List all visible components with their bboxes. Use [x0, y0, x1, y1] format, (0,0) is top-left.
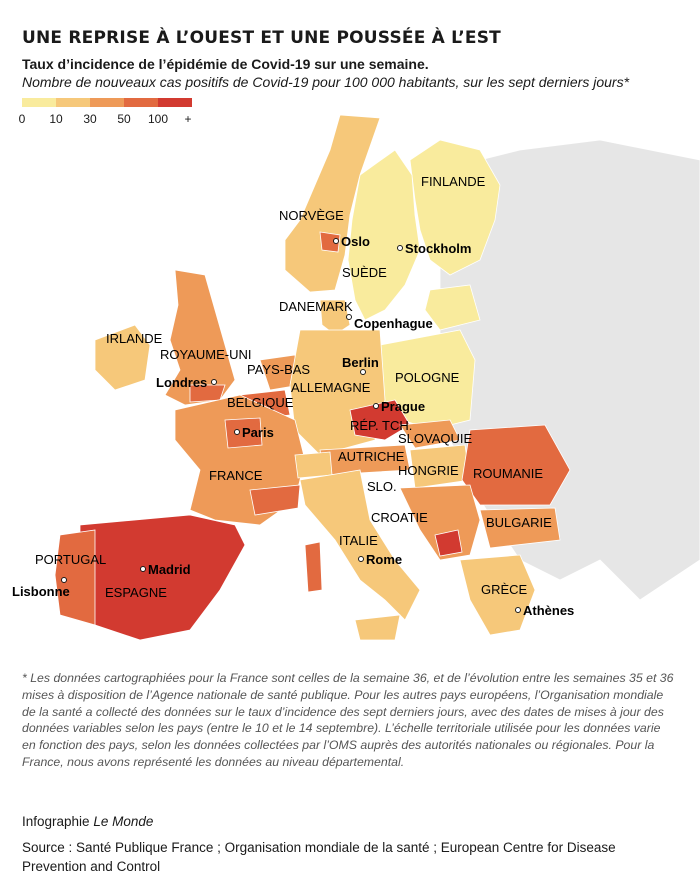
label-portugal: PORTUGAL — [35, 552, 107, 567]
label-hongrie: HONGRIE — [398, 463, 459, 478]
city-label: Londres — [156, 375, 208, 390]
city-marker — [212, 380, 217, 385]
legend-bin-50-100 — [124, 98, 158, 107]
city-athenes — [516, 603, 575, 618]
label-belgique: BELGIQUE — [227, 395, 294, 410]
city-marker — [398, 246, 403, 251]
city-rome — [359, 552, 403, 567]
city-marker — [62, 578, 67, 583]
credit-prefix: Infographie — [22, 814, 94, 829]
city-marker — [359, 557, 364, 562]
legend-tick: + — [184, 112, 192, 126]
source: Source : Santé Publique France ; Organisation mondiale de la santé ; European Centre for Disease Prevention and Control — [22, 840, 616, 874]
europe-incidence-map — [0, 110, 700, 660]
legend-bin-0-10 — [22, 98, 56, 107]
region-portugal — [55, 530, 95, 625]
label-allemagne: ALLEMAGNE — [291, 380, 371, 395]
city-label: Lisbonne — [12, 584, 70, 599]
region-montenegro — [435, 530, 462, 556]
label-autriche: AUTRICHE — [338, 449, 405, 464]
legend-tick: 30 — [83, 112, 97, 126]
region-sardinia — [305, 542, 322, 592]
city-stockholm — [398, 241, 472, 256]
legend-tick: 0 — [18, 112, 26, 126]
label-slo: SLO. — [367, 479, 397, 494]
city-lisbonne — [12, 578, 70, 600]
city-label: Oslo — [341, 234, 370, 249]
map-subtitle-detail: Nombre de nouveaux cas positifs de Covid-19 pour 100 000 habitants, sur les sept derniers jours* — [22, 74, 630, 90]
label-finlande: FINLANDE — [421, 174, 486, 189]
label-france: FRANCE — [209, 468, 263, 483]
credit-brand: Le Monde — [93, 814, 154, 829]
label-pays-bas: PAYS-BAS — [247, 362, 311, 377]
label-grece: GRÈCE — [481, 582, 528, 597]
city-label: Stockholm — [405, 241, 472, 256]
legend-bin-100-plus — [158, 98, 192, 107]
footnote: * Les données cartographiées pour la France sont celles de la semaine 36, et de l’évolution entre les semaines 35 et 36 mises à disposition de l’Agence nationale de santé publique. Pour les autres pays européens, l’Organisation mondiale de la santé a collecté des données sur le taux d’incidence des sept derniers jours, avec des dates de mises à jour des données variables selon les pays (entre le 10 et le 14 septembre). L’échelle territoriale utilisée pour les données varie en fonction des pays, selon les données collectées par l’OMS auprès des autorités nationales ou régionales. Pour la France, nous avons représenté les données au niveau départemental. — [22, 671, 674, 769]
city-marker — [361, 370, 366, 375]
region-sicily — [355, 615, 400, 640]
legend-bin-10-30 — [56, 98, 90, 107]
label-rep-tch: RÉP. TCH. — [350, 418, 413, 433]
city-marker — [374, 404, 379, 409]
city-prague — [374, 399, 426, 414]
label-irlande: IRLANDE — [106, 331, 163, 346]
label-bulgarie: BULGARIE — [486, 515, 552, 530]
city-marker — [235, 430, 240, 435]
region-switzerland — [295, 452, 332, 478]
city-label: Madrid — [148, 562, 191, 577]
label-italie: ITALIE — [339, 533, 378, 548]
city-marker — [347, 315, 352, 320]
legend-tick: 10 — [49, 112, 63, 126]
map-subtitle: Taux d’incidence de l’épidémie de Covid-19 sur une semaine. — [22, 56, 429, 72]
city-label: Paris — [242, 425, 274, 440]
city-marker — [334, 239, 339, 244]
label-norvege: NORVÈGE — [279, 208, 344, 223]
legend-tick: 50 — [117, 112, 131, 126]
credit — [22, 814, 153, 829]
city-label: Athènes — [523, 603, 575, 618]
label-royaume-uni: ROYAUME-UNI — [160, 347, 252, 362]
city-label: Prague — [381, 399, 426, 414]
city-copenhague — [347, 315, 433, 332]
city-label: Rome — [366, 552, 403, 567]
region-france-hotspot-south — [250, 485, 300, 515]
label-slovaquie: SLOVAQUIE — [398, 431, 473, 446]
city-label: Copenhague — [354, 316, 433, 331]
label-croatie: CROATIE — [371, 510, 428, 525]
label-espagne: ESPAGNE — [105, 585, 167, 600]
city-marker — [516, 608, 521, 613]
map-title: UNE REPRISE À L’OUEST ET UNE POUSSÉE À L’EST — [22, 28, 501, 48]
label-suede: SUÈDE — [342, 265, 387, 280]
legend-tick: 100 — [147, 112, 169, 126]
legend-bin-30-50 — [90, 98, 124, 107]
city-label: Berlin — [342, 355, 379, 370]
label-pologne: POLOGNE — [395, 370, 460, 385]
label-danemark: DANEMARK — [279, 299, 353, 314]
region-spain — [80, 515, 245, 640]
city-marker — [141, 567, 146, 572]
city-madrid — [141, 562, 191, 577]
label-roumanie: ROUMANIE — [473, 466, 544, 481]
